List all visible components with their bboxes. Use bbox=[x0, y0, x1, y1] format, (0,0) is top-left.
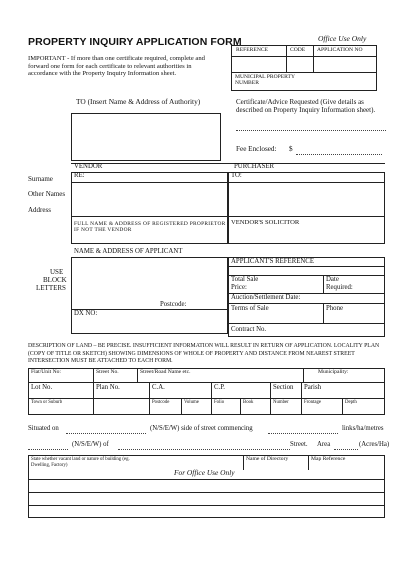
fee-field[interactable] bbox=[296, 154, 382, 155]
vacant-land-label: State whether vacant land or nature of building (eg. Dwelling, Factory) bbox=[31, 457, 130, 468]
certificate-line-1[interactable] bbox=[236, 130, 386, 131]
code-header: CODE bbox=[290, 47, 306, 53]
form-title: PROPERTY INQUIRY APPLICATION FORM bbox=[28, 36, 242, 48]
required-label: Required: bbox=[326, 284, 353, 291]
number-label: Number bbox=[273, 400, 289, 405]
authority-label: TO (Insert Name & Address of Authority) bbox=[76, 97, 201, 106]
situated-on-label: Situated on bbox=[28, 425, 59, 432]
map-reference-label: Map Reference bbox=[311, 456, 346, 462]
contract-no-label: Contract No. bbox=[231, 326, 267, 333]
folio-label: Folio bbox=[214, 400, 225, 405]
application-no-header: APPLICATION NO bbox=[317, 47, 363, 53]
street-label: Street. bbox=[290, 441, 308, 448]
name-of-directory-label: Name of Directory bbox=[246, 456, 289, 462]
acres-label: (Acres/Ha) bbox=[359, 441, 390, 448]
parish-label: Parish bbox=[304, 384, 321, 391]
auction-date-label: Auction/Settlement Date: bbox=[231, 294, 301, 301]
area-label: Area bbox=[317, 441, 331, 448]
municipality-label: Municipality: bbox=[318, 369, 349, 375]
total-sale-label: Total Sale bbox=[231, 276, 259, 283]
reference-field[interactable] bbox=[232, 57, 285, 71]
code-field[interactable] bbox=[287, 57, 312, 71]
links-label: links/ha/metres bbox=[342, 425, 384, 432]
section-label: Section bbox=[273, 384, 294, 391]
purchaser-to-label: TO: bbox=[231, 172, 242, 179]
fee-enclosed-label: Fee Enclosed: bbox=[236, 145, 277, 153]
application-no-field[interactable] bbox=[314, 57, 376, 71]
purchaser-heading: PURCHASER bbox=[234, 163, 275, 170]
surname-label: Surname bbox=[28, 175, 53, 183]
municipal-property-number-label: MUNICIPAL PROPERTY NUMBER bbox=[235, 74, 295, 87]
applicant-heading: NAME & ADDRESS OF APPLICANT bbox=[74, 248, 183, 255]
of-street-field[interactable] bbox=[118, 449, 290, 450]
street-no-label: Street No. bbox=[96, 369, 119, 375]
use-label: USE bbox=[50, 268, 64, 276]
registered-proprietor-label: FULL NAME & ADDRESS OF REGISTERED PROPRIETOR IF NOT THE VENDOR bbox=[74, 221, 226, 234]
postcode-label: Postcode: bbox=[160, 301, 187, 308]
lot-no-label: Lot No. bbox=[31, 384, 53, 391]
flat-unit-no-label: Flat/Unit No: bbox=[31, 369, 61, 375]
reference-header: REFERENCE bbox=[236, 47, 269, 53]
street-road-name-label: Street/Road Name etc. bbox=[140, 369, 191, 375]
vendors-solicitor-label: VENDOR'S SOLICITOR bbox=[231, 219, 300, 226]
letters-label: LETTERS bbox=[36, 284, 66, 292]
town-or-suburb-label: Town or Suburb bbox=[31, 400, 63, 405]
situated-on-field[interactable] bbox=[66, 433, 146, 434]
nsew-side-label: (N/S/E/W) side of street commencing bbox=[150, 425, 253, 432]
applicant-box[interactable] bbox=[71, 257, 228, 334]
office-use-only-label: Office Use Only bbox=[318, 34, 367, 43]
nsew-of-label: (N/S/E/W) of bbox=[72, 441, 109, 448]
phone-label: Phone bbox=[326, 305, 343, 312]
depth-label: Depth bbox=[345, 400, 357, 405]
certificate-requested-label: Certificate/Advice Requested (Give details as described on Property Inquiry Information sheet). bbox=[236, 98, 376, 115]
important-note: IMPORTANT - If more than one certificate required, complete and forward one form for each certificate to relevant authorities in accordance with the Property Inquiry Information sheet. bbox=[28, 55, 205, 78]
block-label: BLOCK bbox=[43, 276, 67, 284]
address-label: Address bbox=[28, 206, 51, 214]
other-names-label: Other Names bbox=[28, 190, 66, 198]
date-label: Date bbox=[326, 276, 339, 283]
book-label: Book bbox=[243, 400, 254, 405]
vendor-re-label: RE: bbox=[74, 172, 85, 179]
price-label: Price: bbox=[231, 284, 247, 291]
for-office-use-only-label: For Office Use Only bbox=[174, 468, 235, 477]
cp-label: C.P. bbox=[214, 384, 225, 391]
vendor-heading: VENDOR bbox=[74, 163, 103, 170]
authority-address-box[interactable] bbox=[71, 113, 221, 161]
terms-of-sale-label: Terms of Sale bbox=[231, 305, 269, 312]
fee-dollar-sign: $ bbox=[289, 145, 293, 153]
dx-no-label: DX NO: bbox=[74, 310, 98, 317]
area-field[interactable] bbox=[334, 449, 358, 450]
distance-prefix-field[interactable] bbox=[28, 449, 68, 450]
land-description-note: DESCRIPTION OF LAND – BE PRECISE. INSUFFICIENT INFORMATION WILL RESULT IN RETURN OF APPLICATION. LOCALITY PLAN (COPY OF TITLE OR SKETCH) SHOWING DIMENSIONS OF WHOLE OF PROPERTY AND DISTANCE FROM NEAREST STREET INTERSECTION MUST BE ATTACHED TO EACH FORM. bbox=[28, 343, 380, 365]
applicant-reference-heading: APPLICANT'S REFERENCE bbox=[231, 258, 314, 265]
frontage-label: Frontage bbox=[304, 400, 322, 405]
plan-no-label: Plan No. bbox=[96, 384, 120, 391]
postcode-col-label: Postcode bbox=[152, 400, 170, 405]
volume-label: Volume bbox=[184, 400, 199, 405]
ca-label: C.A. bbox=[152, 384, 165, 391]
commencing-field[interactable] bbox=[268, 433, 338, 434]
